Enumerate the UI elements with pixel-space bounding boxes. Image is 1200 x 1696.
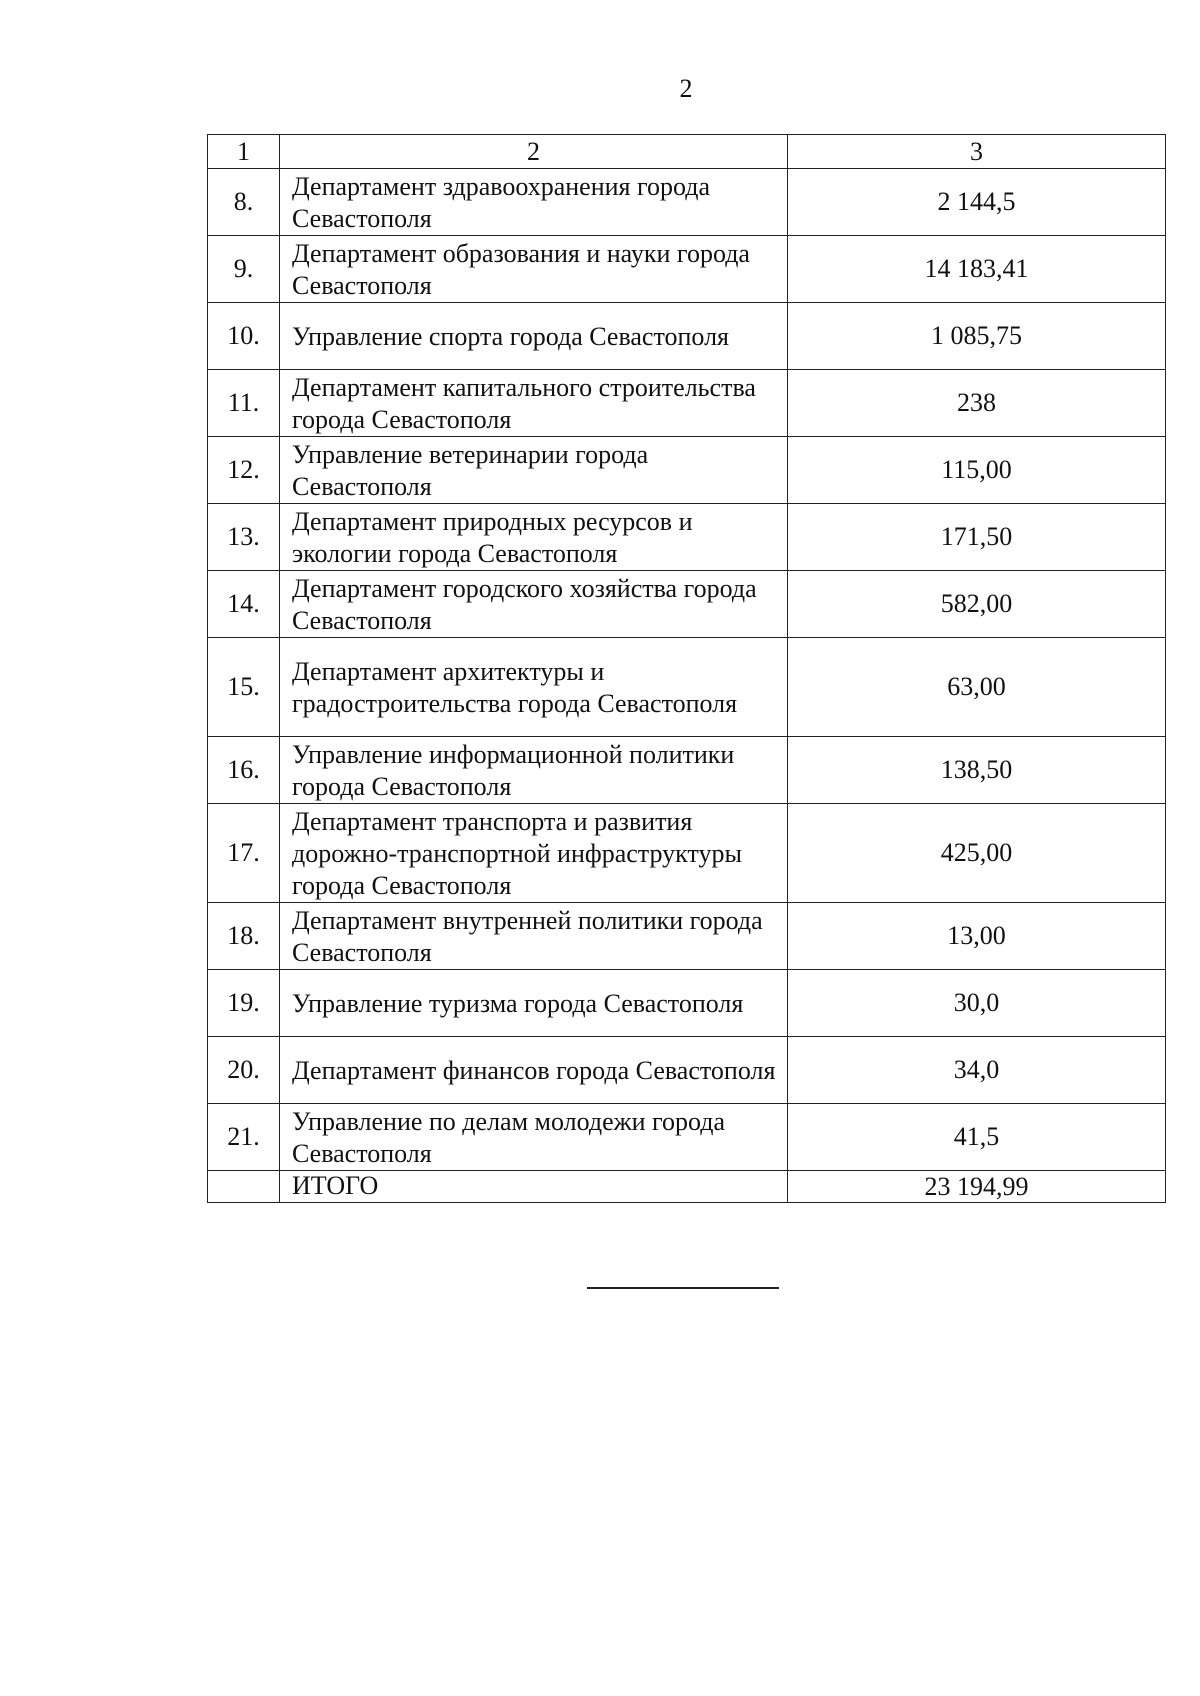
table-row bbox=[208, 804, 1166, 903]
department-name: Департамент транспорта и развития дорожно-транспортной инфраструктуры города Севастополя bbox=[280, 804, 788, 903]
end-separator-line bbox=[587, 1287, 779, 1289]
row-number: 10. bbox=[208, 303, 280, 370]
row-number: 20. bbox=[208, 1037, 280, 1104]
row-number: 12. bbox=[208, 437, 280, 504]
amount-value: 2 144,5 bbox=[788, 169, 1166, 236]
department-name: Управление по делам молодежи города Севастополя bbox=[280, 1104, 788, 1171]
total-label: ИТОГО bbox=[280, 1171, 788, 1203]
table-row bbox=[208, 903, 1166, 970]
row-number: 15. bbox=[208, 638, 280, 737]
table-row bbox=[208, 236, 1166, 303]
row-number: 16. bbox=[208, 737, 280, 804]
department-name: Департамент здравоохранения города Севастополя bbox=[280, 169, 788, 236]
total-number bbox=[208, 1171, 280, 1203]
table-row bbox=[208, 437, 1166, 504]
amount-value: 13,00 bbox=[788, 903, 1166, 970]
amount-value: 238 bbox=[788, 370, 1166, 437]
column-header-value: 3 bbox=[788, 135, 1166, 169]
amount-value: 14 183,41 bbox=[788, 236, 1166, 303]
table-row bbox=[208, 370, 1166, 437]
amount-value: 41,5 bbox=[788, 1104, 1166, 1171]
budget-table-container bbox=[207, 134, 1165, 1203]
table-row bbox=[208, 169, 1166, 236]
row-number: 11. bbox=[208, 370, 280, 437]
amount-value: 1 085,75 bbox=[788, 303, 1166, 370]
department-name: Управление ветеринарии города Севастополя bbox=[280, 437, 788, 504]
department-name: Департамент образования и науки города Севастополя bbox=[280, 236, 788, 303]
table-row bbox=[208, 303, 1166, 370]
row-number: 18. bbox=[208, 903, 280, 970]
table-row bbox=[208, 970, 1166, 1037]
amount-value: 34,0 bbox=[788, 1037, 1166, 1104]
department-name: Департамент архитектуры и градостроительства города Севастополя bbox=[280, 638, 788, 737]
total-value: 23 194,99 bbox=[788, 1171, 1166, 1203]
amount-value: 138,50 bbox=[788, 737, 1166, 804]
department-name: Управление информационной политики города Севастополя bbox=[280, 737, 788, 804]
table-row bbox=[208, 571, 1166, 638]
page-number: 2 bbox=[679, 74, 693, 103]
table-row bbox=[208, 504, 1166, 571]
department-name: Управление спорта города Севастополя bbox=[280, 303, 788, 370]
amount-value: 582,00 bbox=[788, 571, 1166, 638]
department-name: Департамент финансов города Севастополя bbox=[280, 1037, 788, 1104]
column-header-name: 2 bbox=[280, 135, 788, 169]
table-row bbox=[208, 638, 1166, 737]
table-row bbox=[208, 1037, 1166, 1104]
row-number: 13. bbox=[208, 504, 280, 571]
department-name: Департамент городского хозяйства города Севастополя bbox=[280, 571, 788, 638]
row-number: 8. bbox=[208, 169, 280, 236]
total-row bbox=[208, 1171, 1166, 1203]
row-number: 21. bbox=[208, 1104, 280, 1171]
row-number: 9. bbox=[208, 236, 280, 303]
amount-value: 115,00 bbox=[788, 437, 1166, 504]
row-number: 14. bbox=[208, 571, 280, 638]
department-name: Департамент внутренней политики города Севастополя bbox=[280, 903, 788, 970]
row-number: 17. bbox=[208, 804, 280, 903]
department-name: Департамент природных ресурсов и экологии города Севастополя bbox=[280, 504, 788, 571]
budget-table bbox=[207, 134, 1166, 1203]
amount-value: 425,00 bbox=[788, 804, 1166, 903]
column-header-number: 1 bbox=[208, 135, 280, 169]
table-row bbox=[208, 1104, 1166, 1171]
department-name: Управление туризма города Севастополя bbox=[280, 970, 788, 1037]
table-header-row bbox=[208, 135, 1166, 169]
amount-value: 171,50 bbox=[788, 504, 1166, 571]
amount-value: 30,0 bbox=[788, 970, 1166, 1037]
row-number: 19. bbox=[208, 970, 280, 1037]
amount-value: 63,00 bbox=[788, 638, 1166, 737]
department-name: Департамент капитального строительства города Севастополя bbox=[280, 370, 788, 437]
table-row bbox=[208, 737, 1166, 804]
